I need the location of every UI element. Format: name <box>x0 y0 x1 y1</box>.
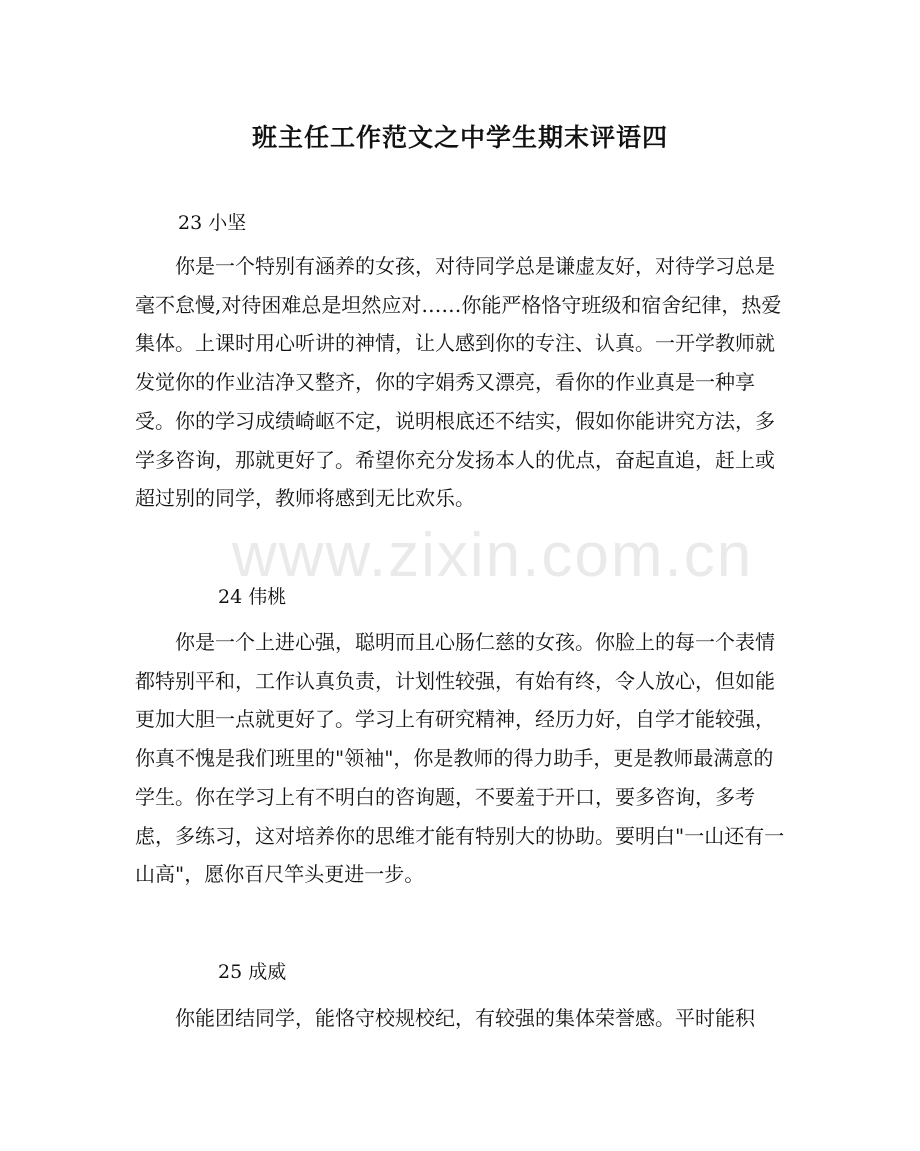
entry-paragraph: 你是一个特别有涵养的女孩，对待同学总是谦虚友好，对待学习总是毫不怠慢,对待困难总是坦然应对……你能严格恪守班级和宿舍纪律，热爱集体。上课时用心听讲的神情，让人感到你的专注、认真。一开学教师就发觉你的作业洁净又整齐，你的字娟秀又漂亮，看你的作业真是一种享受。你的学习成绩崎岖不定，说明根底还不结实，假如你能讲究方法，多学多咨询，那就更好了。希望你充分发扬本人的优点，奋起直追，赶上或超过别的同学，教师将感到无比欢乐。 <box>135 254 782 511</box>
entry-heading: 23 小坚 <box>178 212 247 234</box>
entry-heading: 25 成威 <box>218 961 287 983</box>
entry-body <box>135 623 787 894</box>
entry-body <box>135 999 787 1038</box>
entry-heading: 24 伟桃 <box>218 586 287 608</box>
watermark: www.zixin.com.cn <box>232 521 754 590</box>
document-title: 班主任工作范文之中学生期末评语四 <box>251 123 668 152</box>
entry-paragraph: 你是一个上进心强，聪明而且心肠仁慈的女孩。你脸上的每一个表情都特别平和，工作认真负责，计划性较强，有始有终，令人放心，但如能更加大胆一点就更好了。学习上有研究精神，经历力好，自学才能较强，你真不愧是我们班里的"领袖"，你是教师的得力助手，更是教师最满意的学生。你在学习上有不明白的咨询题，不要羞于开口，要多咨询，多考虑，多练习，这对培养你的思维才能有特别大的协助。要明白"一山还有一山高"，愿你百尺竿头更进一步。 <box>135 630 785 887</box>
entry-paragraph: 你能团结同学，能恪守校规校纪，有较强的集体荣誉感。平时能积 <box>175 1006 755 1030</box>
entry-body <box>135 247 787 518</box>
